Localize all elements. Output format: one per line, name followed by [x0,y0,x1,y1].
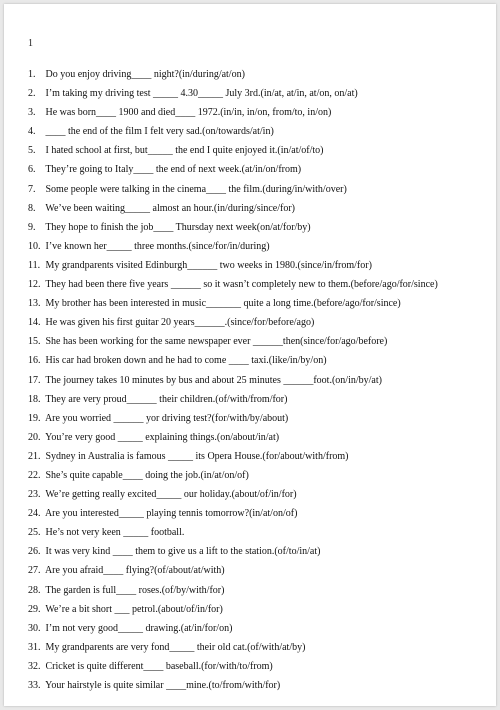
question-list [28,65,490,695]
question-number: 14. [28,317,41,329]
question-number: 31. [28,641,41,653]
question-item [28,657,490,676]
question-text: They are very proud______ their children.(of/with/from/for) [45,393,288,405]
question-text: I’m taking my driving test _____ 4.30_____ July 3rd.(in/at, at/in, at/on, on/at) [45,88,358,100]
question-text: It was very kind ____ them to give us a lift to the station.(of/to/in/at) [45,546,321,558]
question-number: 9. [28,221,36,233]
question-item [28,84,490,103]
question-number: 6. [28,164,36,176]
question-text: We’re getting really excited_____ our holiday.(about/of/in/for) [45,489,297,501]
question-item [28,447,490,466]
question-number: 13. [28,298,41,310]
question-number: 22. [28,469,41,481]
question-text: Are you interested_____ playing tennis tomorrow?(in/at/on/of) [44,508,298,520]
question-text: The journey takes 10 minutes by bus and about 25 minutes ______foot.(on/in/by/at) [45,374,382,386]
question-item [28,542,490,561]
question-item [28,409,490,428]
question-number: 26. [28,546,41,558]
question-item [28,122,490,141]
question-item [28,600,490,619]
question-number: 28. [28,584,41,596]
question-item [28,504,490,523]
question-number: 3. [28,107,36,119]
question-number: 24. [28,508,41,520]
question-item [28,237,490,256]
question-text: You’re very good _____ explaining things.(on/about/in/at) [45,431,280,443]
question-item [28,523,490,542]
question-item [28,561,490,580]
question-item [28,676,490,695]
question-text: She’s quite capable____ doing the job.(in/at/on/of) [45,469,249,481]
question-number: 16. [28,355,41,367]
question-text: She has been working for the same newspaper ever ______then(since/for/ago/before) [45,336,388,348]
question-text: Some people were talking in the cinema____ the film.(during/in/with/over) [45,183,347,195]
question-item [28,294,490,313]
question-item [28,199,490,218]
question-number: 10. [28,240,41,252]
question-number: 20. [28,431,41,443]
question-text: They hope to finish the job____ Thursday next week(on/at/for/by) [45,221,311,233]
question-text: I’m not very good_____ drawing.(at/in/for/on) [45,622,233,634]
question-item [28,256,490,275]
question-text: The garden is full____ roses.(of/by/with/for) [45,584,225,596]
question-item [28,141,490,160]
question-text: They had been there five years ______ so it wasn’t completely new to them.(before/ago/for/since) [45,279,438,291]
question-number: 8. [28,202,36,214]
question-number: 25. [28,527,41,539]
question-number: 33. [28,680,41,691]
question-text: He was given his first guitar 20 years______.(since/for/before/ago) [45,317,315,329]
question-text: We’re a bit short ___ petrol.(about/of/in/for) [45,603,223,615]
document-page [4,4,496,706]
question-item [28,313,490,332]
question-item [28,466,490,485]
question-text: His car had broken down and he had to come ____ taxi.(like/in/by/on) [45,355,327,367]
question-text: ____ the end of the film I felt very sad.(on/towards/at/in) [45,126,274,138]
question-number: 21. [28,450,41,462]
question-item [28,332,490,351]
question-number: 12. [28,279,41,291]
question-number: 23. [28,489,41,501]
question-number: 11. [28,259,41,271]
question-text: My brother has been interested in music_______ quite a long time.(before/ago/for/since) [45,298,401,310]
question-item [28,638,490,657]
question-item [28,65,490,84]
question-text: Are you afraid____ flying?(of/about/at/with) [44,565,225,577]
question-item [28,180,490,199]
question-item [28,218,490,237]
question-text: We’ve been waiting_____ almost an hour.(in/during/since/for) [45,202,296,214]
question-text: Do you enjoy driving____ night?(in/during/at/on) [45,69,245,80]
question-item [28,160,490,179]
question-text: He was born____ 1900 and died____ 1972.(in/in, in/on, from/to, in/on) [45,107,332,119]
question-number: 17. [28,374,41,386]
question-item [28,581,490,600]
question-text: Your hairstyle is quite similar ____mine.(to/from/with/for) [45,680,281,691]
question-number: 15. [28,336,41,348]
question-text: Are you worried ______ yor driving test?(for/with/by/about) [44,412,289,424]
question-text: I’ve known her_____ three months.(since/for/in/during) [45,240,270,252]
question-item [28,103,490,122]
question-number: 32. [28,660,41,672]
question-text: My grandparents are very fond_____ their old cat.(of/with/at/by) [45,641,306,653]
question-number: 4. [28,126,36,138]
question-number: 18. [28,393,41,405]
question-item [28,485,490,504]
question-number: 7. [28,183,36,195]
question-item [28,371,490,390]
question-text: Cricket is quite different____ baseball.(for/with/to/from) [45,660,273,672]
question-item [28,390,490,409]
question-text: I hated school at first, but_____ the end I quite enjoyed it.(in/at/of/to) [45,145,324,157]
question-text: Sydney in Australia is famous _____ its Opera House.(for/about/with/from) [45,450,349,462]
question-number: 29. [28,603,41,615]
question-item [28,351,490,370]
question-number: 27. [28,565,41,577]
question-item [28,619,490,638]
question-number: 19. [28,412,41,424]
question-number: 2. [28,88,36,100]
question-item [28,428,490,447]
question-number: 5. [28,145,36,157]
question-number: 30. [28,622,41,634]
question-item [28,275,490,294]
question-text: They’re going to Italy____ the end of next week.(at/in/on/from) [45,164,302,176]
question-text: He’s not very keen _____ football. [45,527,185,539]
question-number: 1. [28,69,36,80]
page-number: 1 [28,38,33,49]
question-text: My grandparents visited Edinburgh______ two weeks in 1980.(since/in/from/for) [45,259,372,271]
